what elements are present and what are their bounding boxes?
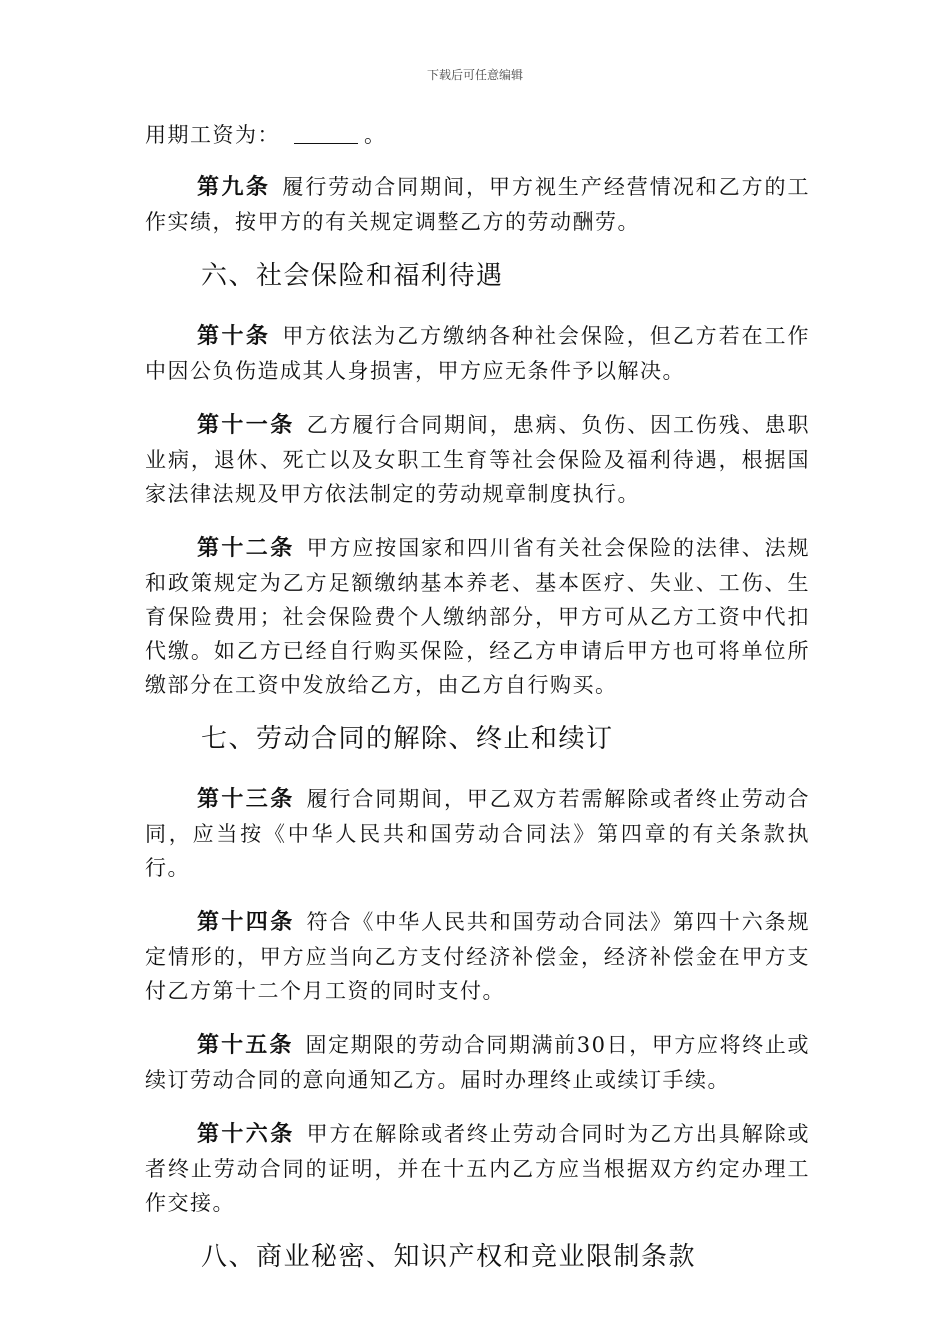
article-body: 甲方依法为乙方缴纳各种社会保险，但乙方若在工作中因公负伤造成其人身损害，甲方应无条件予以解决。 — [145, 324, 810, 383]
article-title: 第十一条 — [197, 413, 295, 438]
article-body: 符合《中华人民共和国劳动合同法》第四十六条规定情形的，甲方应当向乙方支付经济补偿金，经济补偿金在甲方支付乙方第十二个月工资的同时支付。 — [145, 910, 810, 1003]
article-16 — [145, 1117, 810, 1220]
article-title: 第十五条 — [197, 1033, 294, 1058]
article-10 — [145, 319, 810, 388]
section-heading-8: 八、商业秘密、知识产权和竞业限制条款 — [201, 1242, 697, 1272]
article-12 — [145, 531, 810, 702]
article-14 — [145, 905, 810, 1008]
page-header: 下载后可任意编辑 — [426, 68, 523, 82]
probation-wage-label: 用期工资为： — [145, 123, 280, 147]
article-title: 第十六条 — [197, 1122, 295, 1147]
article-body: 履行合同期间，甲乙双方若需解除或者终止劳动合同，应当按《中华人民共和国劳动合同法》第四章的有关条款执行。 — [145, 787, 810, 880]
document-body — [145, 118, 810, 1300]
probation-wage-blank — [294, 123, 358, 144]
article-title: 第十四条 — [197, 910, 295, 935]
article-title: 第九条 — [197, 175, 271, 200]
probation-wage-line — [145, 118, 810, 152]
article-body: 甲方在解除或者终止劳动合同时为乙方出具解除或者终止劳动合同的证明，并在十五内乙方应当根据双方约定办理工作交接。 — [145, 1122, 810, 1215]
article-body: 履行劳动合同期间，甲方视生产经营情况和乙方的工作实绩，按甲方的有关规定调整乙方的劳动酬劳。 — [145, 175, 810, 234]
article-title: 第十条 — [197, 324, 271, 349]
article-15 — [145, 1028, 810, 1097]
article-title: 第十三条 — [197, 787, 295, 812]
section-heading-6: 六、社会保险和福利待遇 — [201, 261, 504, 291]
article-body: 甲方应按国家和四川省有关社会保险的法律、法规和政策规定为乙方足额缴纳基本养老、基本医疗、失业、工伤、生育保险费用；社会保险费个人缴纳部分，甲方可从乙方工资中代扣代缴。如乙方已经自行购买保险，经乙方申请后甲方也可将单位所缴部分在工资中发放给乙方，由乙方自行购买。 — [145, 536, 810, 697]
section-heading-7: 七、劳动合同的解除、终止和续订 — [201, 724, 614, 754]
probation-wage-suffix: 。 — [364, 123, 387, 147]
article-9 — [145, 170, 810, 239]
article-body: 固定期限的劳动合同期满前30日，甲方应将终止或续订劳动合同的意向通知乙方。届时办理终止或续订手续。 — [145, 1033, 810, 1092]
article-11 — [145, 408, 810, 511]
article-title: 第十二条 — [197, 536, 295, 561]
article-13 — [145, 782, 810, 885]
article-body: 乙方履行合同期间，患病、负伤、因工伤残、患职业病，退休、死亡以及女职工生育等社会保险及福利待遇，根据国家法律法规及甲方依法制定的劳动规章制度执行。 — [145, 413, 810, 506]
